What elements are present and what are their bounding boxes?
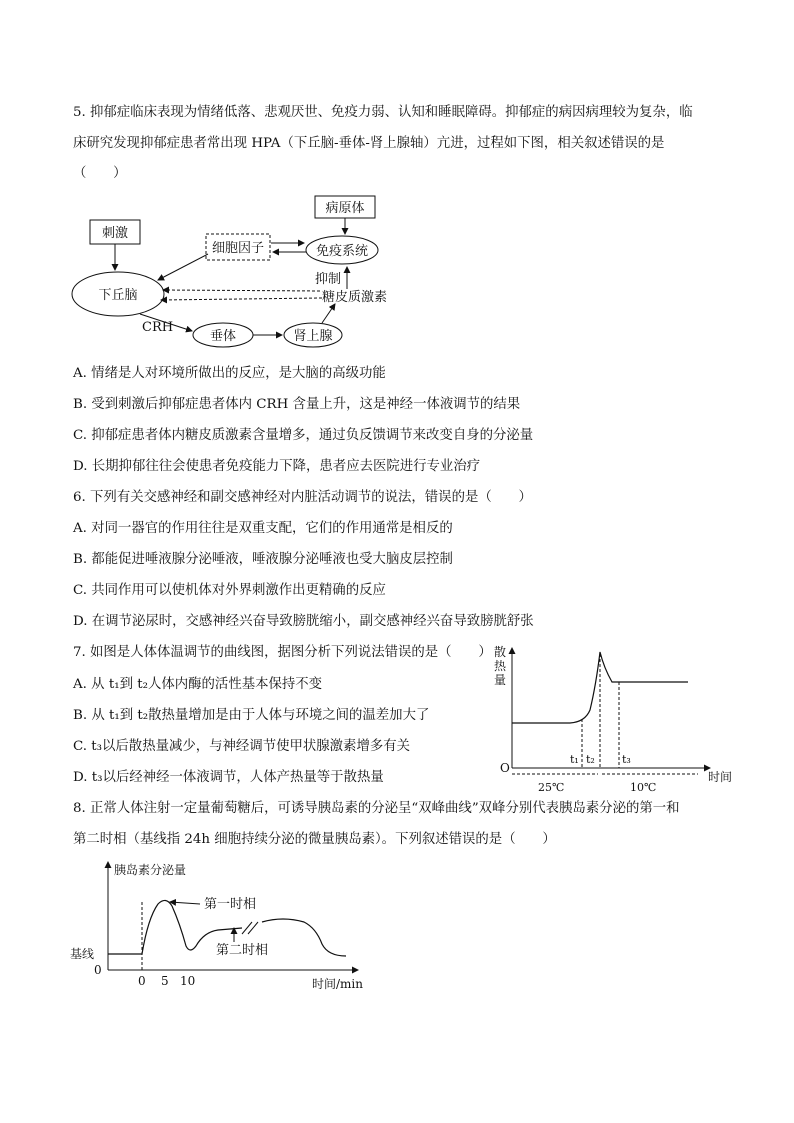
q5-stem-line3: （ ）	[73, 166, 127, 181]
immune-label: 免疫系统	[315, 244, 369, 259]
insulin-chart	[68, 858, 378, 998]
crh-label: CRH	[142, 320, 174, 335]
region-25-label: 25℃	[538, 781, 565, 794]
q8-stem-line1: 8. 正常人体注射一定量葡萄糖后，可诱导胰岛素的分泌呈“双峰曲线”双峰分别代表胰岛素分泌的第一和	[73, 801, 680, 816]
t3-tick: t₃	[622, 753, 631, 766]
y-axis-label-char: 散	[494, 645, 507, 659]
t2-tick: t₂	[586, 753, 595, 766]
q5-stem-line1: 5. 抑郁症临床表现为情绪低落、悲观厌世、免疫力弱、认知和睡眠障碍。抑郁症的病因病理较为复杂，临	[73, 105, 693, 120]
stimulus-label: 刺激	[101, 226, 129, 241]
axis-break-1	[242, 922, 252, 934]
arrow-cytokine-hypothalamus	[158, 254, 208, 280]
q5-option-b: B. 受到刺激后抑郁症患者体内 CRH 含量上升，这是神经一体液调节的结果	[73, 397, 521, 412]
pathogen-label: 病原体	[325, 201, 365, 216]
q6-stem: 6. 下列有关交感神经和副交感神经对内脏活动调节的说法，错误的是（ ）	[73, 490, 532, 505]
q5-option-d: D. 长期抑郁往往会使患者免疫能力下降，患者应去医院进行专业治疗	[73, 459, 481, 474]
origin-label: O	[500, 761, 510, 775]
q7-option-c: C. t₃以后散热量减少，与神经调节使甲状腺激素增多有关	[73, 739, 411, 754]
y-axis-label-char: 量	[494, 673, 507, 687]
adrenal-label: 肾上腺	[293, 329, 333, 344]
axis-break-2	[248, 922, 258, 934]
q7-option-a: A. 从 t₁到 t₂人体内酶的活性基本保持不变	[73, 677, 323, 692]
hypothalamus-label: 下丘脑	[98, 288, 138, 303]
q5-stem-line2: 床研究发现抑郁症患者常出现 HPA（下丘脑-垂体-肾上腺轴）亢进，过程如下图，相关叙述错误的是	[73, 136, 665, 151]
cytokine-label: 细胞因子	[211, 241, 265, 256]
heat-dissipation-chart	[490, 640, 740, 800]
q6-option-b: B. 都能促进唾液腺分泌唾液，唾液腺分泌唾液也受大脑皮层控制	[73, 552, 453, 567]
arrow-adrenal-gluco	[322, 304, 335, 323]
q6-option-d: D. 在调节泌尿时，交感神经兴奋导致膀胱缩小，副交感神经兴奋导致膀胱舒张	[73, 614, 534, 629]
arrow-gluco-hypothalamus-2	[161, 298, 322, 300]
y-axis-label	[494, 644, 507, 687]
arrow-gluco-hypothalamus-1	[163, 290, 320, 291]
phase1-pointer	[170, 902, 200, 904]
baseline-label: 基线	[70, 947, 95, 961]
glucocorticoid-label: 糖皮质激素	[322, 290, 388, 305]
hpa-diagram	[60, 188, 420, 358]
inhibit-label: 抑制	[315, 272, 342, 287]
insulin-curve-part2	[262, 919, 346, 956]
dissipation-curve	[512, 652, 688, 723]
q7-option-b: B. 从 t₁到 t₂散热量增加是由于人体与环境之间的温差加大了	[73, 708, 430, 723]
x-tick-10: 10	[180, 974, 196, 988]
q5-option-a: A. 情绪是人对环境所做出的反应，是大脑的高级功能	[73, 366, 386, 381]
t1-tick: t₁	[570, 753, 579, 766]
q8-stem-line2: 第二时相（基线指 24h 细胞持续分泌的微量胰岛素）。下列叙述错误的是（ ）	[73, 832, 556, 847]
insulin-y-label: 胰岛素分泌量	[114, 863, 187, 877]
q5-option-c: C. 抑郁症患者体内糖皮质激素含量增多，通过负反馈调节来改变自身的分泌量	[73, 428, 534, 443]
q6-option-c: C. 共同作用可以使机体对外界刺激作出更精确的反应	[73, 583, 386, 598]
region-10-label: 10℃	[630, 781, 657, 794]
insulin-origin: 0	[94, 963, 102, 977]
x-tick-0: 0	[138, 974, 146, 988]
q7-option-d: D. t₃以后经神经一体液调节，人体产热量等于散热量	[73, 770, 384, 785]
x-tick-5: 5	[161, 974, 169, 988]
x-axis-label: 时间	[708, 770, 733, 784]
pituitary-label: 垂体	[209, 329, 237, 344]
q6-option-a: A. 对同一器官的作用往往是双重支配，它们的作用通常是相反的	[73, 521, 453, 536]
y-axis-label-char: 热	[494, 659, 507, 673]
q7-stem: 7. 如图是人体体温调节的曲线图，据图分析下列说法错误的是（ ）	[73, 645, 492, 660]
phase1-label: 第一时相	[204, 897, 257, 912]
insulin-x-label: 时间/min	[312, 977, 363, 991]
phase2-label: 第二时相	[216, 943, 269, 958]
